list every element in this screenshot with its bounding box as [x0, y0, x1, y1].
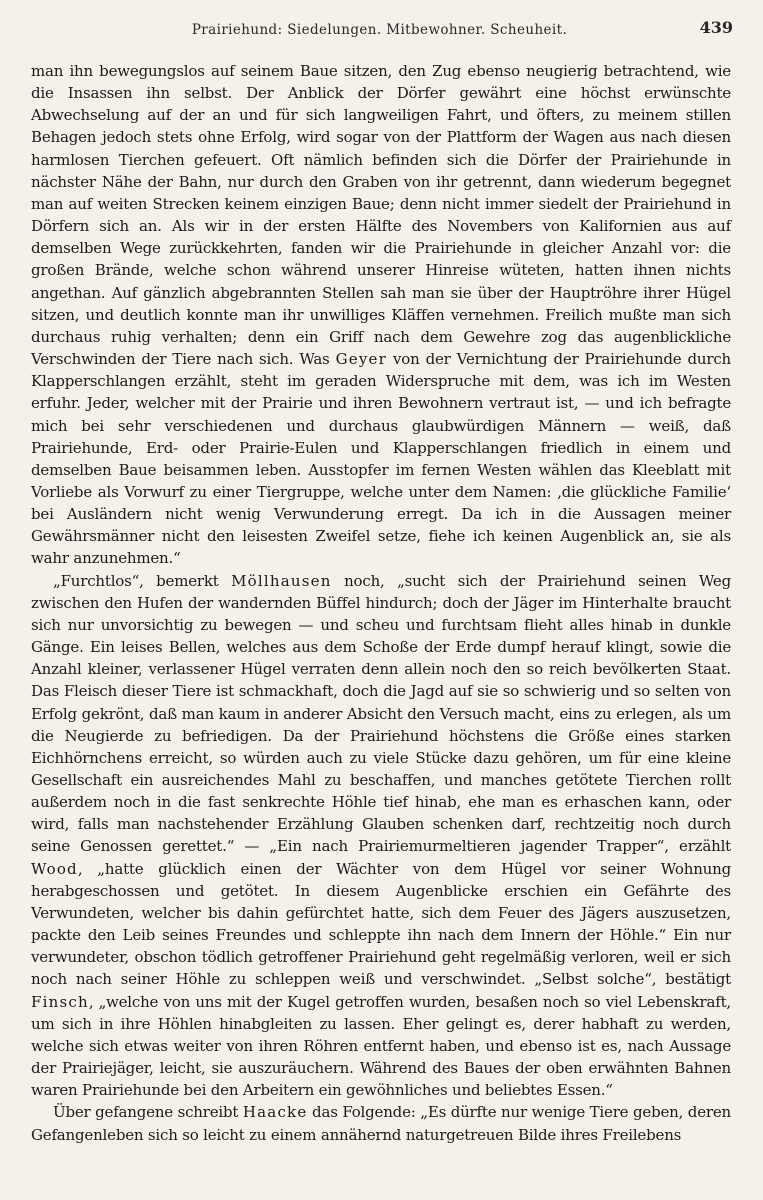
text-run: Über gefangene schreibt — [53, 1103, 243, 1122]
paragraph-3 — [31, 1101, 731, 1145]
text-run: noch, „sucht sich der Prairiehund seinen Weg zwischen den Hufen der wandernden Büffel hindurch; doch der Jäger im Hinterhalte braucht sich nur unvorsichtig zu bewegen — und scheu und furchtsam flieht alles hinab in dunkle Gänge. Ein leises Bellen, welches aus dem Schoße der Erde dumpf herauf klingt, sowie die Anzahl kleiner, verlassener Hügel verraten denn allein noch den so reich bevölkerten Staat. Das Fleisch dieser Tiere ist schmackhaft, doch die Jagd auf sie so schwierig und so selten von Erfolg gekrönt, daß man kaum in anderer Absicht den Versuch macht, eins zu erlegen, als um die Neugierde zu befriedigen. Da der Prairiehund höchstens die Größe eines starken Eichhörnchens erreicht, so würden auch zu viele Stücke dazu gehören, um für eine kleine Gesellschaft ein ausreichendes Mahl zu beschaffen, und manches getötete Tierchen rollt außerdem noch in die fast senkrechte Höhle tief hinab, ehe man es erhaschen kann, oder wird, falls man nachstehender Erzählung Glauben schenken darf, rechtzeitig noch durch seine Genossen gerettet.“ — „Ein nach Prairiemurmeltieren jagender Trapper“, erzählt — [31, 571, 732, 856]
text-run: von der Vernichtung der Prairiehunde durch Klapperschlangen erzählt, steht im geraden Widerspruche mit dem, was ich im Westen erfuhr. Jeder, welcher mit der Prairie und ihren Bewohnern vertraut ist, — und ich befragte mich bei sehr verschiedenen und durchaus glaubwürdigen Männern — weiß, daß Prairiehunde, Erd- oder Prairie-Eulen und Klapperschlangen friedlich in einem und demselben Baue beisammen leben. Ausstopfer im fernen Westen wählen das Kleeblatt mit Vorliebe als Vorwurf zu einer Tiergruppe, welche unter dem Namen: ‚die glückliche Familie‘ bei Ausländern nicht wenig Verwunderung erregt. Da ich in die Aussagen meiner Gewährsmänner nicht den leisesten Zweifel setze, fiehe ich keinen Augenblick an, sie als wahr anzunehmen.“ — [31, 350, 731, 568]
author-name: Wood — [31, 859, 78, 878]
text-run: , „welche von uns mit der Kugel getroffen wurden, besaßen noch so viel Lebenskraft, um sich in ihre Höhlen hinabgleiten zu lassen. Eher gelingt es, derer habhaft zu werden, welche sich etwas weiter von ihren Röhren entfernt haben, und ebenso ist es, nach Aussage der Prairiejäger, leicht, sie auszuräuchern. Während des Baues der oben erwähnten Bahnen waren Prairiehunde bei den Arbeitern ein gewöhnliches und beliebtes Essen.“ — [31, 992, 731, 1100]
text-run: „Furchtlos“, bemerkt — [53, 571, 232, 590]
page-header — [26, 18, 733, 44]
paragraph-1 — [31, 60, 731, 570]
text-run: das Folgende: „Es dürfte nur wenige Tiere geben, deren Gefangenleben sich so leicht zu einem annähernd naturgetreuen Bilde ihres Freilebens — [31, 1103, 731, 1144]
author-name: Haacke — [242, 1103, 308, 1122]
author-name: Möllhausen — [231, 571, 332, 590]
page-number: 439 — [699, 18, 733, 37]
text-run: , „hatte glücklich einen der Wächter von dem Hügel vor seiner Wohnung herabgeschossen und getötet. In diesem Augenblicke erschien ein Gefährte des Verwundeten, welcher bis dahin gefürchtet hatte, sich dem Feuer des Jägers auszusetzen, packte den Leib seines Freundes und schleppte ihn nach dem Innern der Höhle.“ Ein nur verwundeter, obschon tödlich getroffener Prairiehund geht regelmäßig verloren, weil er sich noch nach seiner Höhle zu schleppen weiß und verschwindet. „Selbst solche“, bestätigt — [31, 859, 731, 989]
text-run: man ihn bewegungslos auf seinem Baue sitzen, den Zug ebenso neugierig betrachtend, wie die Insassen ihn selbst. Der Anblick der Dörfer gewährt eine höchst erwünschte Abwechselung auf der an und für sich langweiligen Fahrt, und öfters, zu meinem stillen Behagen jedoch stets ohne Erfolg, wird sogar von der Plattform der Wagen aus nach diesen harmlosen Tierchen gefeuert. Oft nämlich befinden sich die Dörfer der Prairiehunde in nächster Nähe der Bahn, nur durch den Graben von ihr getrennt, dann wiederum begegnet man auf weiten Strecken keinem einzigen Baue; denn nicht immer siedelt der Prairiehund in Dörfern sich an. Als wir in der ersten Hälfte des Novembers von Kalifornien aus auf demselben Wege zurückkehrten, fanden wir die Prairiehunde in gleicher Anzahl vor: die großen Brände, welche schon während unserer Hinreise wüteten, hatten ihnen nichts angethan. Auf gänzlich abgebrannten Stellen sah man sie über der Hauptröhre ihrer Hügel sitzen, und deutlich konnte man ihr unwilliges Kläffen vernehmen. Freilich mußte man sich durchaus ruhig verhalten; denn ein Griff nach dem Gewehre zog das augenblickliche Verschwinden der Tiere nach sich. Was — [31, 62, 731, 369]
body-text — [31, 60, 731, 1146]
running-head: Prairiehund: Siedelungen. Mitbewohner. Scheuheit. — [191, 22, 568, 38]
author-name: Finsch — [31, 992, 89, 1011]
author-name: Geyer — [335, 350, 387, 369]
paragraph-2 — [31, 570, 731, 1102]
